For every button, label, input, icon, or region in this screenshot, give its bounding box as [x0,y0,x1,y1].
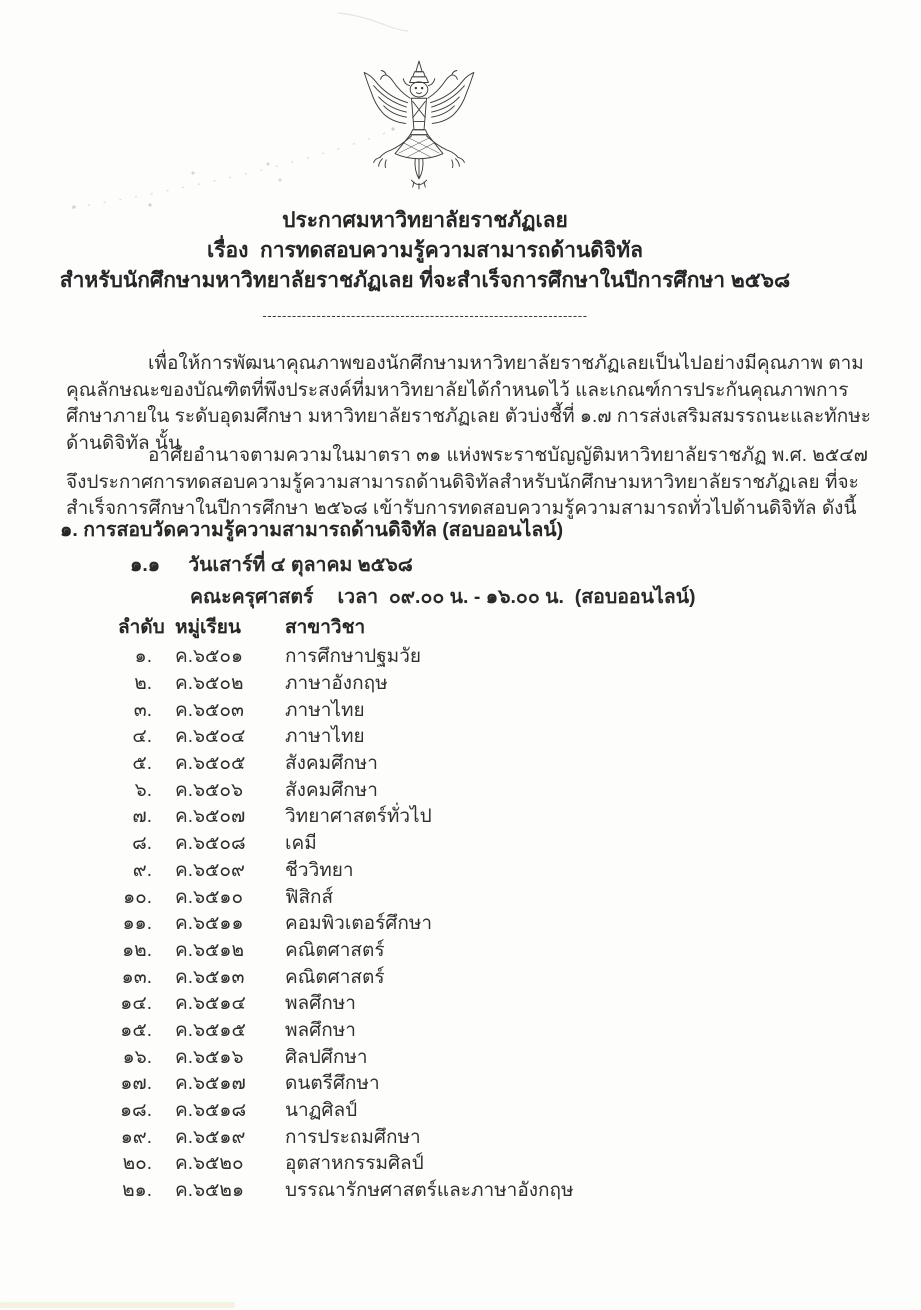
table-cell-no: ๔. [132,726,152,748]
table-cell-group: ค.๖๕๑๑ [175,913,244,935]
table-cell-group: ค.๖๕๐๗ [175,806,246,828]
table-row [118,1017,758,1044]
table-row [118,830,758,857]
table-cell-major: คอมพิวเตอร์ศึกษา [285,913,433,935]
table-cell-no: ๗. [132,806,152,828]
table-row [118,910,758,937]
table-row [118,1070,758,1097]
table-cell-no: ๒๑. [122,1180,152,1202]
paragraph-authority: อาศัยอำนาจตามความในมาตรา ๓๑ แห่งพระราชบัญญัติมหาวิทยาลัยราชภัฏ พ.ศ. ๒๕๔๗ จึงประกาศการทดสอบความรู้ความสามารถด้านดิจิทัลสำหรับนักศึกษามหาวิทยาลัยราชภัฏเลย ที่จะสำเร็จการศึกษาในปีการศึกษา ๒๕๖๘ เข้ารับการทดสอบความรู้ความสามารถทั่วไปด้านดิจิทัล ดังนี้ [66,445,868,519]
table-row [118,1043,758,1070]
table-cell-group: ค.๖๕๐๖ [175,779,244,801]
scan-smudge [330,5,450,40]
table-cell-group: ค.๖๕๐๔ [175,726,246,748]
table-row [118,857,758,884]
table-cell-major: ชีววิทยา [285,859,354,881]
table-cell-no: ๒๐. [122,1153,152,1175]
table-cell-major: บรรณารักษศาสตร์และภาษาอังกฤษ [285,1180,574,1202]
item-date: วันเสาร์ที่ ๔ ตุลาคม ๒๕๖๘ [188,554,413,576]
table-row [118,937,758,964]
subject-table [118,612,758,1203]
faculty-time-line [190,581,696,612]
table-cell-group: ค.๖๕๐๙ [175,859,245,881]
table-cell-no: ๑๙. [120,1126,152,1148]
header-group: หมู่เรียน [175,617,241,638]
table-cell-no: ๒. [134,673,152,695]
table-cell-major: พลศึกษา [285,1019,356,1041]
table-cell-no: ๘. [132,833,152,855]
table-cell-major: ภาษาไทย [285,726,365,748]
header-major: สาขาวิชา [285,617,366,638]
table-cell-major: ศิลปศึกษา [285,1046,368,1068]
table-cell-group: ค.๖๕๑๙ [175,1126,246,1148]
table-cell-major: วิทยาศาสตร์ทั่วไป [285,806,432,828]
faculty-name: คณะครุศาสตร์ [190,586,314,608]
table-cell-group: ค.๖๕๑๖ [175,1046,244,1068]
title-line-audience: สำหรับนักศึกษามหาวิทยาลัยราชภัฏเลย ที่จะสำเร็จการศึกษาในปีการศึกษา ๒๕๖๘ [59,269,791,292]
exam-time: เวลา ๐๙.๐๐ น. - ๑๖.๐๐ น. (สอบออนไลน์) [337,586,696,608]
table-cell-group: ค.๖๕๑๗ [175,1073,246,1095]
table-cell-no: ๑๗. [120,1073,152,1095]
table-cell-group: ค.๖๕๑๕ [175,1019,246,1041]
table-row [118,1150,758,1177]
announcement-title [35,206,815,296]
table-cell-no: ๕. [132,753,152,775]
table-row [118,643,758,670]
table-cell-major: ฟิสิกส์ [285,886,334,908]
table-cell-major: คณิตศาสตร์ [285,939,385,961]
table-cell-major: การประถมศึกษา [285,1126,421,1148]
table-cell-major: ดนตรีศึกษา [285,1073,380,1095]
table-row [118,1123,758,1150]
table-cell-no: ๙. [132,859,152,881]
garuda-emblem [356,58,482,204]
table-cell-group: ค.๖๕๐๓ [175,699,245,721]
section1-item-1-1 [130,549,413,580]
table-row [118,696,758,723]
table-row [118,776,758,803]
table-cell-group: ค.๖๕๐๑ [175,646,244,668]
title-line-subject: เรื่อง การทดสอบความรู้ความสามารถด้านดิจิทัล [207,239,643,262]
table-cell-no: ๓. [133,699,152,721]
scan-smudge [0,1302,235,1308]
table-cell-major: การศึกษาปฐมวัย [285,646,422,668]
table-cell-major: ภาษาไทย [285,699,365,721]
table-row [118,963,758,990]
table-cell-group: ค.๖๕๑๔ [175,993,246,1015]
table-cell-major: อุตสาหกรรมศิลป์ [285,1153,424,1175]
table-cell-major: สังคมศึกษา [285,753,378,775]
table-row [118,803,758,830]
table-cell-no: ๑๑. [122,913,152,935]
table-cell-no: ๑๕. [120,1019,152,1041]
table-row [118,750,758,777]
table-cell-major: ภาษาอังกฤษ [285,673,388,695]
table-cell-major: เคมี [285,833,317,855]
subject-table-header [118,612,758,643]
table-cell-group: ค.๖๕๑๒ [175,939,245,961]
section1-heading: ๑. การสอบวัดความรู้ความสามารถด้านดิจิทัล (สอบออนไลน์) [60,519,564,541]
table-row [118,723,758,750]
paragraph-rationale: เพื่อให้การพัฒนาคุณภาพของนักศึกษามหาวิทยาลัยราชภัฏเลยเป็นไปอย่างมีคุณภาพ ตามคุณลักษณะของบัณฑิตที่พึงประสงค์ที่มหาวิทยาลัยได้กำหนดไว้ และเกณฑ์การประกันคุณภาพการศึกษาภายใน ระดับอุดมศึกษา มหาวิทยาลัยราชภัฏเลย ตัวบ่งชี้ที่ ๑.๗ การส่งเสริมสมรรถนะและทักษะด้านดิจิทัล นั้น [66,353,871,454]
table-cell-group: ค.๖๕๑๓ [175,966,245,988]
table-cell-no: ๑๐. [123,886,152,908]
table-cell-no: ๖. [134,779,152,801]
table-cell-major: คณิตศาสตร์ [285,966,385,988]
table-row [118,670,758,697]
table-cell-group: ค.๖๕๐๘ [175,833,246,855]
table-cell-group: ค.๖๕๑๐ [175,886,244,908]
table-cell-major: นาฏศิลป์ [285,1100,358,1122]
table-cell-group: ค.๖๕๑๘ [175,1100,247,1122]
table-row [118,1177,758,1204]
table-cell-major: พลศึกษา [285,993,356,1015]
table-row [118,1097,758,1124]
table-cell-major: สังคมศึกษา [285,779,378,801]
table-cell-no: ๑๓. [121,966,152,988]
header-no: ลำดับ [118,617,165,638]
table-cell-no: ๑๘. [120,1100,152,1122]
table-row [118,883,758,910]
table-cell-no: ๑๒. [122,939,152,961]
table-cell-no: ๑๔. [120,993,152,1015]
table-cell-group: ค.๖๕๒๐ [175,1153,244,1175]
dashed-separator: ------------------------------------------------------------------ [262,308,588,323]
title-line-issuer: ประกาศมหาวิทยาลัยราชภัฏเลย [282,209,568,232]
table-cell-group: ค.๖๕๒๑ [175,1180,245,1202]
table-cell-no: ๑. [134,646,152,668]
table-cell-no: ๑๖. [122,1046,152,1068]
table-cell-group: ค.๖๕๐๒ [175,673,244,695]
item-number: ๑.๑ [130,554,161,576]
table-cell-group: ค.๖๕๐๕ [175,753,246,775]
table-row [118,990,758,1017]
subject-table-body [118,643,758,1203]
